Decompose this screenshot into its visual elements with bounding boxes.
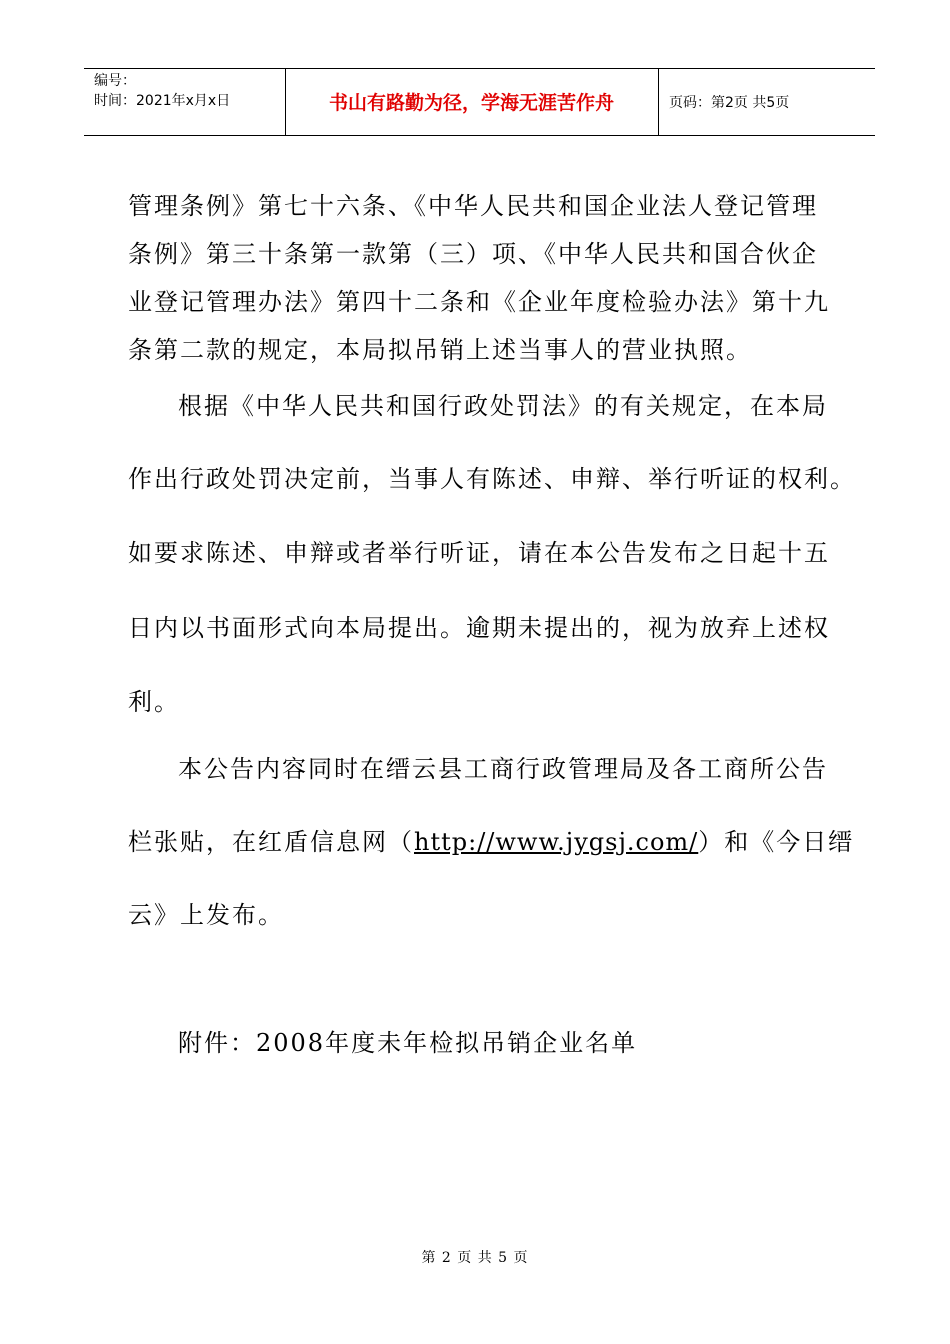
page-footer: 第 2 页 共 5 页 — [421, 1250, 529, 1266]
line-11-suffix: ）和《今日缙 — [698, 828, 855, 856]
time-label: 时间：2021年x月x日 — [94, 93, 231, 109]
body-line-5: 根据《中华人民共和国行政处罚法》的有关规定，在本局 — [178, 392, 828, 420]
attachment-note: 附件：2008年度未年检拟吊销企业名单 — [178, 1029, 638, 1057]
number-label: 编号： — [94, 73, 136, 89]
header-meta — [84, 69, 285, 135]
body-line-4: 条第二款的规定，本局拟吊销上述当事人的营业执照。 — [128, 336, 752, 364]
body-line-7: 如要求陈述、申辩或者举行听证，请在本公告发布之日起十五 — [128, 539, 830, 567]
header-motto: 书山有路勤为径，学海无涯苦作舟 — [328, 92, 614, 114]
document-header — [84, 68, 875, 136]
header-page-info: 页码：第2页 共5页 — [669, 95, 790, 111]
body-line-6: 作出行政处罚决定前，当事人有陈述、申辩、举行听证的权利。 — [128, 465, 856, 493]
website-link[interactable]: http://www.jygsj.com/ — [414, 828, 699, 856]
body-line-3: 业登记管理办法》第四十二条和《企业年度检验办法》第十九 — [128, 288, 830, 316]
body-line-1: 管理条例》第七十六条、《中华人民共和国企业法人登记管理 — [128, 192, 818, 220]
body-line-8: 日内以书面形式向本局提出。逾期未提出的，视为放弃上述权 — [128, 614, 830, 642]
body-line-9: 利。 — [128, 688, 180, 716]
header-divider — [658, 69, 659, 135]
line-11-prefix: 栏张贴，在红盾信息网（ — [128, 828, 414, 856]
body-line-2: 条例》第三十条第一款第（三）项、《中华人民共和国合伙企 — [128, 240, 818, 268]
body-line-11 — [128, 826, 854, 858]
body-line-10: 本公告内容同时在缙云县工商行政管理局及各工商所公告 — [178, 755, 828, 783]
body-line-12: 云》上发布。 — [128, 901, 284, 929]
